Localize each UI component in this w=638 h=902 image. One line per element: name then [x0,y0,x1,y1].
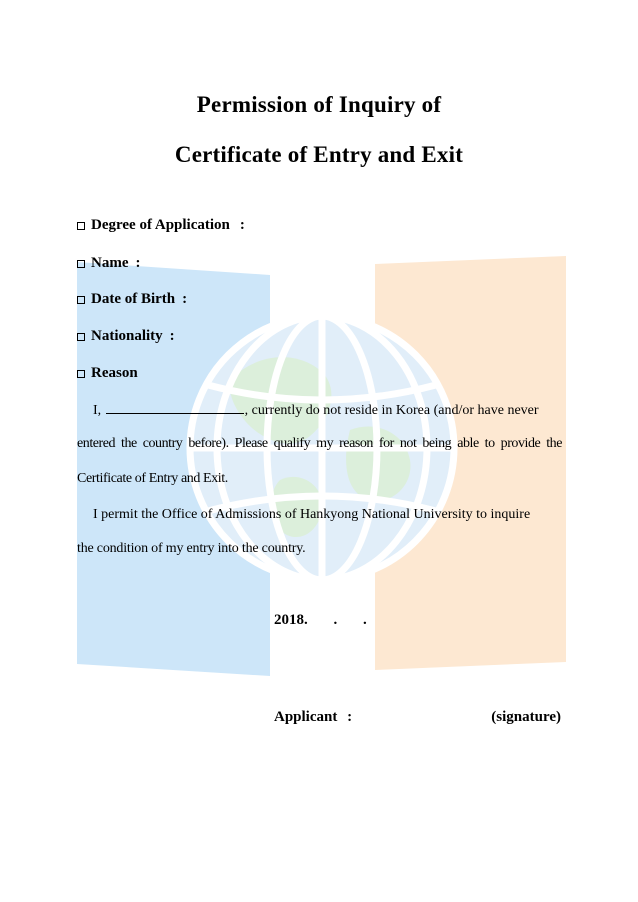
checkbox-icon [77,370,85,378]
field-label: Date of Birth [91,291,176,307]
checkbox-icon [77,333,85,341]
field-label: Nationality [91,328,163,344]
field-label: Name [91,255,129,271]
date-line [274,612,389,629]
field-label: Degree of Application [91,217,230,233]
field-separator: : [182,291,188,307]
date-day-dot: . [363,612,367,628]
reason-paragraph-line-1 [77,401,562,419]
signature-label: (signature) [491,709,561,725]
checkbox-icon [77,222,85,230]
field-separator: : [169,328,175,344]
date-year: 2018. [274,612,308,628]
checkbox-icon [77,260,85,268]
reason-paragraph-line-3: Certificate of Entry and Exit. [77,471,228,486]
field-separator: : [239,217,245,233]
applicant-name-blank [106,401,244,414]
document-title-line-1: Permission of Inquiry of [196,92,442,117]
document-title-line-2: Certificate of Entry and Exit [174,142,464,167]
field-degree-of-application [77,217,245,234]
applicant-label: Applicant [274,709,338,725]
field-nationality [77,328,175,345]
permission-paragraph-line-1 [77,507,562,523]
reason-line-1-text: , currently do not reside in Korea (and/or have never [244,403,539,418]
field-reason [77,365,138,382]
applicant-separator: : [347,709,353,725]
field-label: Reason [91,365,138,381]
permission-paragraph-line-2: the condition of my entry into the country. [77,541,306,556]
reason-paragraph-line-2: entered the country before). Please qualify my reason for not being able to provide the [77,436,562,451]
reason-pronoun: I, [93,403,102,418]
date-month-dot: . [333,612,338,628]
checkbox-icon [77,296,85,304]
field-name [77,255,141,272]
permission-line-1-text: I permit the Office of Admissions of Hankyong National University to inquire [93,507,531,522]
applicant-line [274,709,352,726]
field-separator: : [135,255,141,271]
field-date-of-birth [77,291,187,308]
